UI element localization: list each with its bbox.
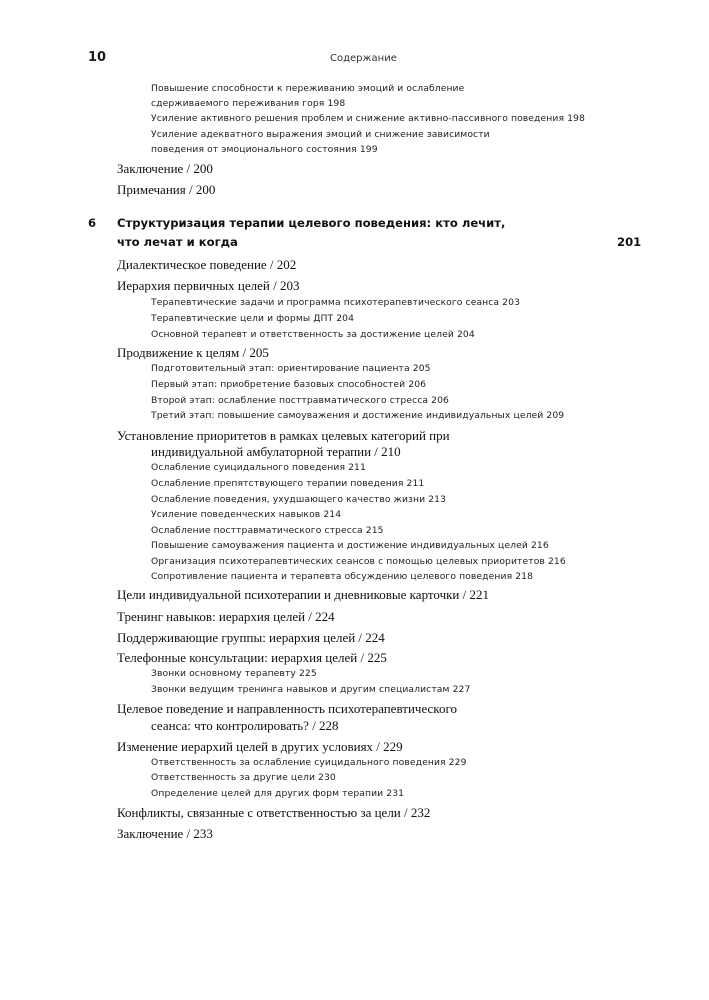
chapter-page: 201 bbox=[617, 235, 642, 249]
page-number: 10 bbox=[88, 50, 107, 65]
toc-section: Примечания / 200 bbox=[117, 182, 216, 197]
toc-subentry: Звонки ведущим тренинга навыков и другим специалистам 227 bbox=[151, 684, 471, 695]
toc-subentry: Усиление поведенческих навыков 214 bbox=[151, 509, 342, 520]
toc-subentry: Третий этап: повышение самоуважения и достижение индивидуальных целей 209 bbox=[151, 410, 565, 421]
toc-subentry: Повышение самоуважения пациента и достижение индивидуальных целей 216 bbox=[151, 540, 549, 551]
toc-subentry: Ослабление поведения, ухудшающего качество жизни 213 bbox=[151, 494, 447, 505]
toc-section: Диалектическое поведение / 202 bbox=[117, 257, 297, 272]
chapter-title: что лечат и когда bbox=[117, 235, 238, 249]
toc-section: Иерархия первичных целей / 203 bbox=[117, 278, 300, 293]
toc-subentry: Организация психотерапевтических сеансов с помощью целевых приоритетов 216 bbox=[151, 556, 566, 567]
toc-section: Телефонные консультации: иерархия целей / 225 bbox=[117, 650, 387, 665]
toc-subentry: сдерживаемого переживания горя 198 bbox=[151, 98, 346, 109]
toc-subentry: Сопротивление пациента и терапевта обсуждению целевого поведения 218 bbox=[151, 571, 534, 582]
toc-subentry: Ослабление посттравматического стресса 215 bbox=[151, 525, 384, 536]
toc-subentry: Второй этап: ослабление посттравматического стресса 206 bbox=[151, 395, 449, 406]
toc-subentry: Терапевтические цели и формы ДПТ 204 bbox=[151, 313, 355, 324]
toc-subentry: Ответственность за другие цели 230 bbox=[151, 772, 336, 783]
toc-section: Конфликты, связанные с ответственностью за цели / 232 bbox=[117, 805, 431, 820]
toc-section: Цели индивидуальной психотерапии и дневниковые карточки / 221 bbox=[117, 587, 489, 602]
toc-section: Продвижение к целям / 205 bbox=[117, 345, 269, 360]
toc-section: Целевое поведение и направленность психотерапевтического bbox=[117, 701, 457, 716]
toc-subentry: Определение целей для других форм терапии 231 bbox=[151, 788, 405, 799]
toc-subentry: Ослабление препятствующего терапии поведения 211 bbox=[151, 478, 425, 489]
toc-subentry: Первый этап: приобретение базовых способностей 206 bbox=[151, 379, 427, 390]
toc-section: индивидуальной амбулаторной терапии / 210 bbox=[151, 444, 401, 459]
toc-section: сеанса: что контролировать? / 228 bbox=[151, 718, 339, 733]
toc-subentry: Звонки основному терапевту 225 bbox=[151, 668, 317, 679]
toc-section: Тренинг навыков: иерархия целей / 224 bbox=[117, 609, 335, 624]
toc-section: Установление приоритетов в рамках целевых категорий при bbox=[117, 428, 450, 443]
toc-section: Заключение / 233 bbox=[117, 826, 213, 841]
toc-subentry: поведения от эмоционального состояния 199 bbox=[151, 144, 378, 155]
toc-subentry: Терапевтические задачи и программа психотерапевтического сеанса 203 bbox=[151, 297, 521, 308]
toc-subentry: Основной терапевт и ответственность за достижение целей 204 bbox=[151, 329, 475, 340]
toc-subentry: Подготовительный этап: ориентирование пациента 205 bbox=[151, 363, 431, 374]
running-title: Содержание bbox=[330, 53, 397, 64]
toc-section: Поддерживающие группы: иерархия целей / 224 bbox=[117, 630, 385, 645]
chapter-title: Структуризация терапии целевого поведения: кто лечит, bbox=[117, 216, 506, 230]
toc-subentry: Усиление адекватного выражения эмоций и снижение зависимости bbox=[151, 129, 490, 140]
toc-section: Заключение / 200 bbox=[117, 161, 213, 176]
toc-subentry: Усиление активного решения проблем и снижение активно-пассивного поведения 198 bbox=[151, 113, 585, 124]
toc-subentry: Ослабление суицидального поведения 211 bbox=[151, 462, 366, 473]
toc-subentry: Повышение способности к переживанию эмоций и ослабление bbox=[151, 83, 465, 94]
toc-subentry: Ответственность за ослабление суицидального поведения 229 bbox=[151, 757, 467, 768]
chapter-number: 6 bbox=[88, 216, 97, 230]
toc-section: Изменение иерархий целей в других условиях / 229 bbox=[117, 739, 403, 754]
